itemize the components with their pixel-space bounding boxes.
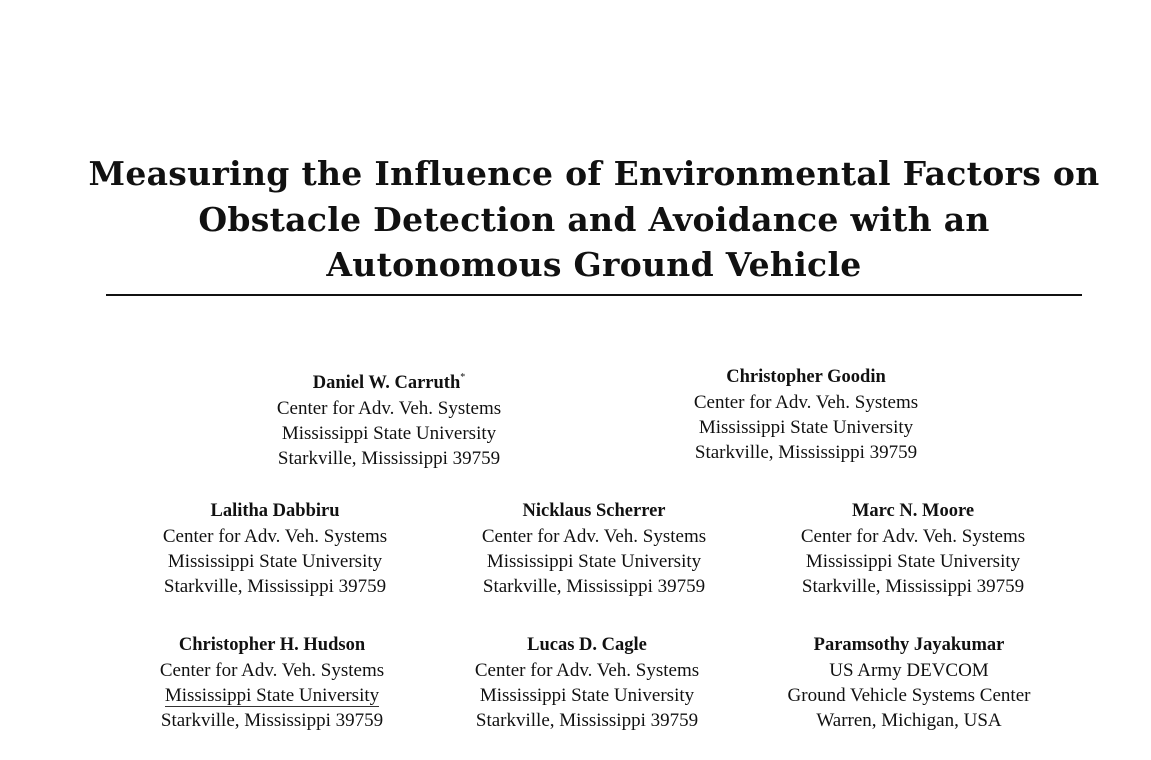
author-block-hudson [107, 633, 437, 733]
author-affiliation-line: Mississippi State University [164, 685, 380, 706]
author-affiliation-line: Starkville, Mississippi 39759 [277, 448, 501, 469]
author-name: Nicklaus Scherrer [522, 501, 666, 521]
author-affiliation-line: Center for Adv. Veh. Systems [800, 526, 1026, 547]
author-affiliation-line: Mississippi State University [479, 685, 695, 706]
author-block-scherrer [429, 499, 759, 599]
author-affiliation-line: US Army DEVCOM [829, 660, 989, 681]
author-affiliation-line: Mississippi State University [167, 551, 383, 572]
author-affiliation-line: Starkville, Mississippi 39759 [160, 710, 384, 731]
author-affiliation-line: Center for Adv. Veh. Systems [276, 398, 502, 419]
author-affiliation-line: Mississippi State University [698, 417, 914, 438]
paper-title [0, 151, 1151, 288]
author-name: Paramsothy Jayakumar [813, 635, 1005, 655]
author-affiliation-line: Mississippi State University [281, 423, 497, 444]
author-affiliation-line: Warren, Michigan, USA [816, 710, 1002, 731]
author-affiliation-line: Starkville, Mississippi 39759 [801, 576, 1025, 597]
author-block-jayakumar [744, 633, 1074, 733]
author-block-cagle [422, 633, 752, 733]
author-name: Lalitha Dabbiru [210, 501, 340, 521]
author-affiliation-line: Center for Adv. Veh. Systems [162, 526, 388, 547]
title-line-3: Autonomous Ground Vehicle [326, 245, 862, 284]
author-affiliation-line: Starkville, Mississippi 39759 [694, 442, 918, 463]
author-name: Christopher H. Hudson [178, 635, 366, 655]
author-affiliation-line: Center for Adv. Veh. Systems [159, 660, 385, 681]
author-affiliation-line: Starkville, Mississippi 39759 [163, 576, 387, 597]
author-name: Christopher Goodin [726, 367, 886, 387]
corresponding-author-mark: * [460, 372, 466, 383]
author-affiliation-line: Starkville, Mississippi 39759 [482, 576, 706, 597]
author-block-dabbiru [110, 499, 440, 599]
author-block-goodin [641, 365, 971, 465]
author-block-carruth [224, 365, 554, 471]
author-name: Lucas D. Cagle [527, 635, 647, 655]
author-affiliation-line: Mississippi State University [486, 551, 702, 572]
author-affiliation-line: Center for Adv. Veh. Systems [474, 660, 700, 681]
author-affiliation-line: Center for Adv. Veh. Systems [481, 526, 707, 547]
author-affiliation-line: Center for Adv. Veh. Systems [693, 392, 919, 413]
title-line-1: Measuring the Influence of Environmental Factors on [88, 154, 1100, 193]
author-name: Marc N. Moore [851, 501, 975, 521]
author-affiliation-line: Mississippi State University [805, 551, 1021, 572]
title-rule [106, 294, 1082, 296]
title-line-2: Obstacle Detection and Avoidance with an [198, 199, 990, 239]
author-name: Daniel W. Carruth* [312, 372, 466, 393]
author-affiliation-line: Ground Vehicle Systems Center [787, 685, 1031, 706]
author-affiliation-line: Starkville, Mississippi 39759 [475, 710, 699, 731]
author-block-moore [748, 499, 1078, 599]
